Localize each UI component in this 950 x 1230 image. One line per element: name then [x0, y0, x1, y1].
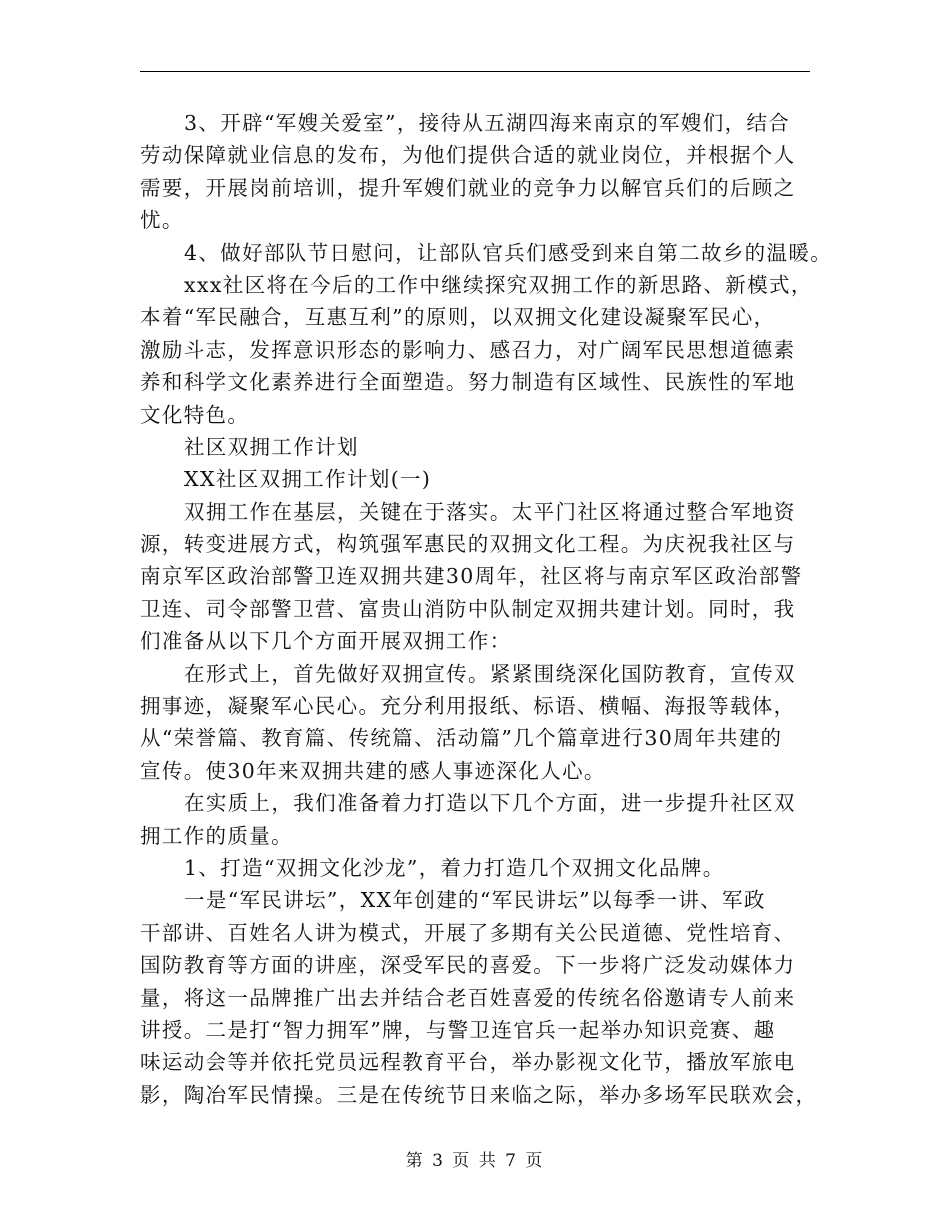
text-line: 干部讲、百姓名人讲为模式，开展了多期有关公民道德、党性培育、: [140, 920, 796, 945]
section-subheading: XX社区双拥工作计划(一): [184, 467, 432, 492]
text-line: 影，陶冶军民情操。三是在传统节日来临之际，举办多场军民联欢会，: [140, 1082, 818, 1107]
text-line: 需要，开展岗前培训，提升军嫂们就业的竞争力以解官兵们的后顾之: [140, 175, 796, 200]
text-line: 讲授。二是打“智力拥军”牌，与警卫连官兵一起举办知识竞赛、趣: [140, 1017, 776, 1042]
text-line: 在实质上，我们准备着力打造以下几个方面，进一步提升社区双: [184, 791, 796, 816]
text-line: 一是“军民讲坛”，XX年创建的“军民讲坛”以每季一讲、军政: [184, 888, 766, 913]
text-line: 本着“军民融合，互惠互利”的原则，以双拥文化建设凝聚军民心，: [140, 305, 776, 330]
text-line: 养和科学文化素养进行全面塑造。努力制造有区域性、民族性的军地: [140, 370, 796, 395]
text-line: 们准备从以下几个方面开展双拥工作：: [140, 629, 512, 654]
text-line: 国防教育等方面的讲座，深受军民的喜爱。下一步将广泛发动媒体力: [140, 953, 796, 978]
text-line: 拥事迹，凝聚军心民心。充分利用报纸、标语、横幅、海报等载体，: [140, 694, 796, 719]
text-line: 忧。: [140, 208, 184, 233]
text-line: 味运动会等并依托党员远程教育平台，举办影视文化节，播放军旅电: [140, 1050, 796, 1075]
text-line: 4、做好部队节日慰问，让部队官兵们感受到来自第二故乡的温暖。: [184, 240, 833, 265]
text-line: 量，将这一品牌推广出去并结合老百姓喜爱的传统名俗邀请专人前来: [140, 985, 796, 1010]
section-heading: 社区双拥工作计划: [184, 434, 359, 459]
text-line: 卫连、司令部警卫营、富贵山消防中队制定双拥共建计划。同时，我: [140, 596, 796, 621]
header-rule: [140, 71, 810, 72]
text-line: 在形式上，首先做好双拥宣传。紧紧围绕深化国防教育，宣传双: [184, 661, 796, 686]
page-footer: 第 3 页 共 7 页: [405, 1151, 545, 1171]
text-line: 劳动保障就业信息的发布，为他们提供合适的就业岗位，并根据个人: [140, 143, 796, 168]
text-line: 文化特色。: [140, 402, 250, 427]
text-line: 激励斗志，发挥意识形态的影响力、感召力，对广阔军民思想道德素: [140, 337, 796, 362]
text-line: 1、打造“双拥文化沙龙”，着力打造几个双拥文化品牌。: [184, 855, 725, 880]
text-line: 宣传。使30年来双拥共建的感人事迹深化人心。: [140, 758, 606, 783]
document-body: [140, 107, 833, 1111]
text-line: 从“荣誉篇、教育篇、传统篇、活动篇”几个篇章进行30周年共建的: [140, 726, 783, 751]
text-line: 源，转变进展方式，构筑强军惠民的双拥文化工程。为庆祝我社区与: [140, 532, 796, 557]
text-line: 3、开辟“军嫂关爱室”，接待从五湖四海来南京的军嫂们，结合: [184, 111, 791, 135]
text-line: 拥工作的质量。: [140, 823, 293, 848]
text-line: 南京军区政治部警卫连双拥共建30周年，社区将与南京军区政治部警: [140, 564, 803, 589]
text-line: 双拥工作在基层，关键在于落实。太平门社区将通过整合军地资: [184, 499, 796, 524]
text-line: xxx社区将在今后的工作中继续探究双拥工作的新思路、新模式，: [184, 272, 813, 297]
